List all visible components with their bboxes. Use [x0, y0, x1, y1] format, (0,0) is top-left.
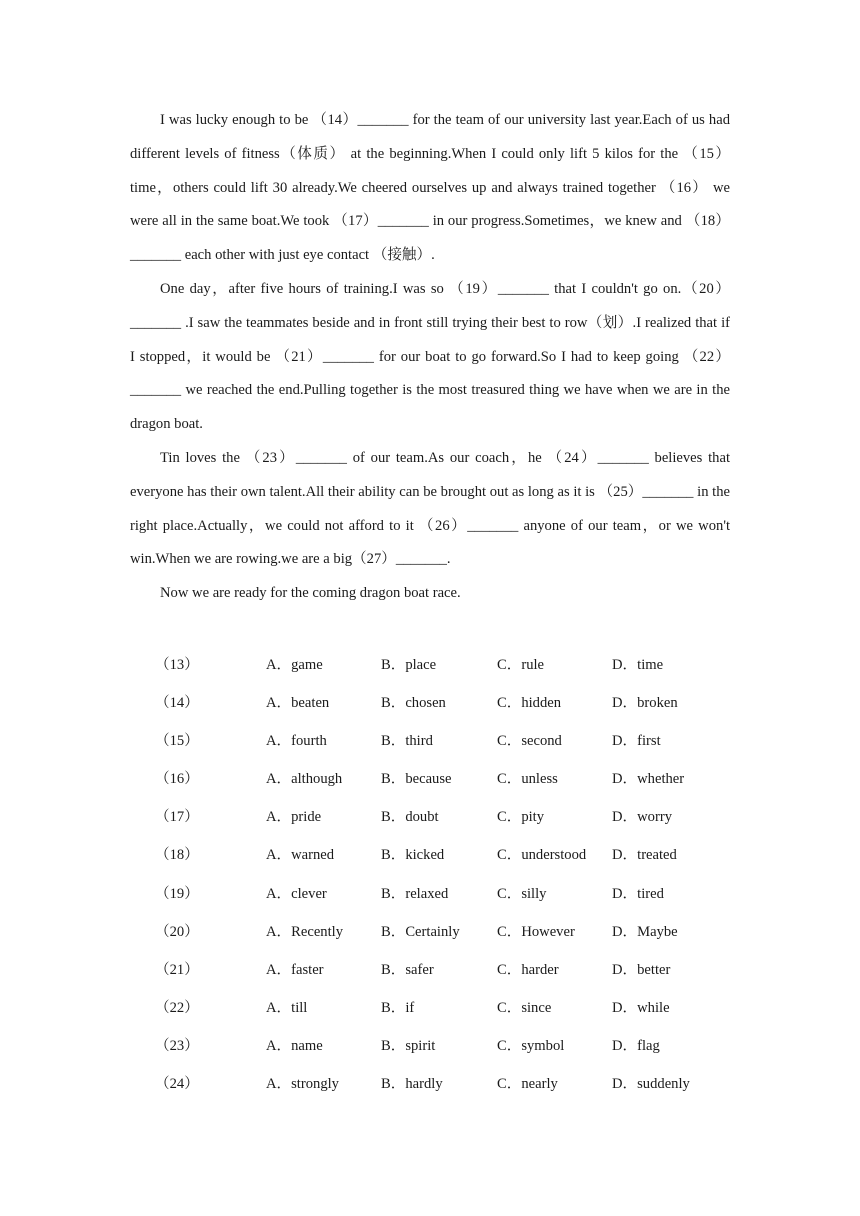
question-row	[155, 913, 755, 951]
option-c: C．hidden	[497, 695, 562, 712]
passage-paragraph: Now we are ready for the coming dragon boat race.	[160, 585, 461, 602]
passage-paragraph: I was lucky enough to be （14）_______ for the team of our university last year.Each of us had different levels of fitness（体质） at the beginning.When I could only lift 5 kilos for the （15） time，others could lift 30 already.We cheered ourselves up and always trained together （16） we were all in the same boat.We took （17）_______ in our progress.Sometimes，we knew and （18）_______ each other with just eye contact （接触）.	[130, 112, 730, 264]
question-row	[155, 684, 755, 722]
question-number: （21）	[155, 961, 199, 978]
option-a: A．strongly	[266, 1076, 339, 1093]
option-d: D．better	[612, 961, 671, 978]
option-b: B．hardly	[381, 1076, 443, 1093]
passage-paragraph: Tin loves the （23）_______ of our team.As our coach，he （24）_______ believes that everyone has their own talent.All their ability can be brought out as long as it is （25）_______ in the right place.Actually，we could not afford to it （26）_______ anyone of our team，or we won't win.When we are rowing.we are a big（27）_______.	[130, 449, 730, 568]
option-a: A．although	[266, 771, 343, 788]
option-a: A．warned	[266, 847, 335, 864]
option-b: B．third	[381, 733, 433, 750]
option-a: A．pride	[266, 809, 322, 826]
option-a: A．clever	[266, 885, 327, 902]
question-row	[155, 1065, 755, 1103]
option-b: B．if	[381, 999, 415, 1016]
question-row	[155, 646, 755, 684]
option-c: C．However	[497, 923, 575, 940]
option-d: D．whether	[612, 771, 685, 788]
option-c: C．rule	[497, 657, 545, 673]
question-row	[155, 836, 755, 874]
option-c: C．harder	[497, 961, 559, 978]
option-c: C．pity	[497, 809, 545, 826]
option-d: D．treated	[612, 847, 677, 864]
option-d: D．time	[612, 657, 664, 673]
option-c: C．since	[497, 999, 552, 1016]
question-row	[155, 1027, 755, 1065]
question-number: （16）	[155, 771, 199, 788]
option-a: A．game	[266, 657, 323, 673]
option-c: C．silly	[497, 885, 547, 902]
option-b: B．doubt	[381, 809, 439, 826]
question-number: （20）	[155, 923, 199, 940]
question-number: （15）	[155, 733, 199, 750]
question-number: （19）	[155, 885, 199, 902]
option-d: D．flag	[612, 1037, 660, 1054]
option-d: D．Maybe	[612, 923, 678, 940]
option-c: C．symbol	[497, 1037, 565, 1054]
passage-paragraph: One day，after five hours of training.I was so （19）_______ that I couldn't go on.（20）_______ .I saw the teammates beside and in front still trying their best to row（划）.I realized that if I stopped，it would be （21）_______ for our boat to go forward.So I had to keep going （22）_______ we reached the end.Pulling together is the most treasured thing we have when we are in the dragon boat.	[130, 280, 730, 433]
option-b: B．spirit	[381, 1037, 436, 1054]
question-number: （17）	[155, 809, 199, 826]
option-b: B．place	[381, 657, 437, 673]
question-row	[155, 722, 755, 760]
cloze-passage	[130, 104, 730, 611]
option-b: B．Certainly	[381, 923, 460, 940]
option-a: A．till	[266, 999, 308, 1016]
question-number: （24）	[155, 1076, 199, 1093]
option-d: D．while	[612, 999, 670, 1016]
option-b: B．relaxed	[381, 885, 449, 902]
option-c: C．second	[497, 733, 562, 750]
option-a: A．faster	[266, 961, 324, 978]
option-a: A．beaten	[266, 695, 330, 712]
question-row	[155, 989, 755, 1027]
question-number: （22）	[155, 999, 199, 1016]
option-a: A．name	[266, 1037, 323, 1054]
option-b: B．safer	[381, 961, 434, 978]
question-number: （14）	[155, 695, 199, 712]
question-number: （18）	[155, 847, 199, 864]
answer-options-list	[155, 646, 755, 1103]
option-b: B．chosen	[381, 695, 446, 712]
option-c: C．unless	[497, 771, 558, 788]
option-c: C．nearly	[497, 1076, 558, 1093]
option-b: B．because	[381, 771, 452, 788]
option-d: D．tired	[612, 885, 664, 902]
option-d: D．worry	[612, 809, 672, 826]
option-a: A．Recently	[266, 923, 344, 940]
question-number: （13）	[155, 657, 199, 673]
question-row	[155, 760, 755, 798]
option-c: C．understood	[497, 847, 587, 864]
question-number: （23）	[155, 1037, 199, 1054]
question-row	[155, 951, 755, 989]
option-b: B．kicked	[381, 847, 445, 864]
option-d: D．first	[612, 733, 661, 750]
option-d: D．suddenly	[612, 1076, 690, 1093]
option-a: A．fourth	[266, 733, 327, 750]
question-row	[155, 798, 755, 836]
option-d: D．broken	[612, 695, 678, 712]
question-row	[155, 875, 755, 913]
